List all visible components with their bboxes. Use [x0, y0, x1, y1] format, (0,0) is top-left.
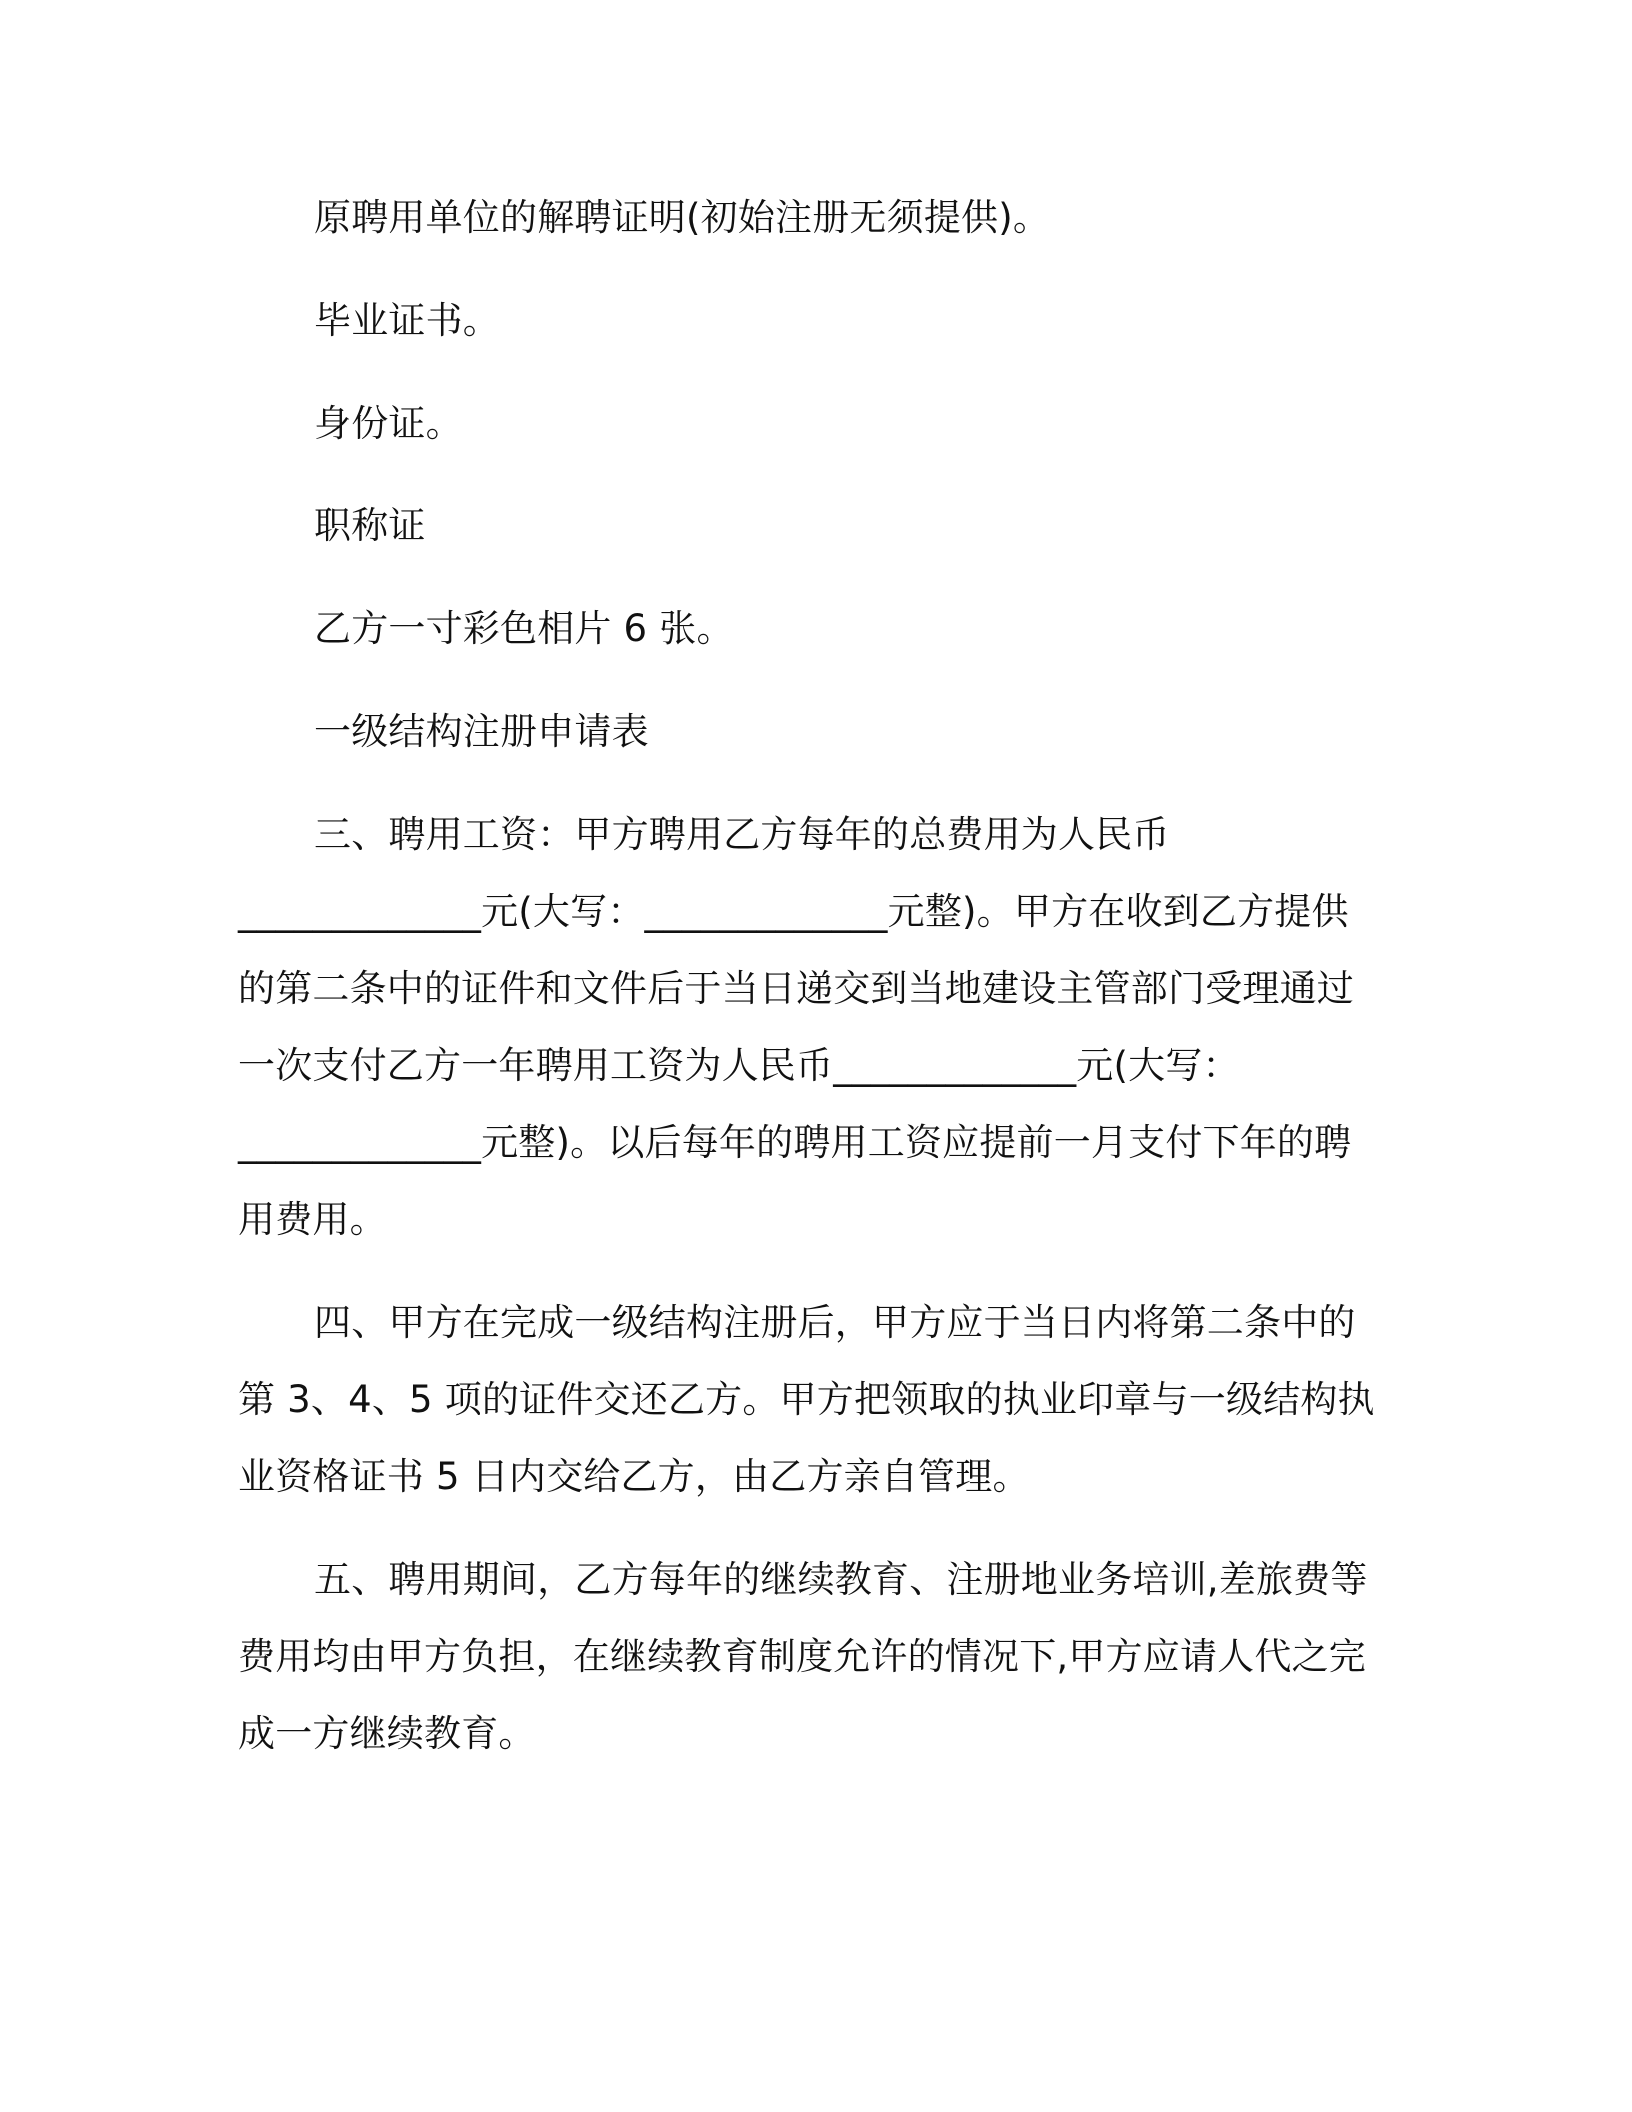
clause-5-line-3: 成一方继续教育。 — [238, 1712, 536, 1755]
clause-3-line-6: 用费用。 — [238, 1198, 387, 1241]
list-item-id-card: 身份证。 — [314, 402, 463, 445]
clause-3-line-4: 一次支付乙方一年聘用工资为人民币_____________元(大写： — [238, 1044, 1240, 1087]
clause-3-line-5: _____________元整)。以后每年的聘用工资应提前一月支付下年的聘 — [238, 1121, 1352, 1164]
list-item-title-certificate: 职称证 — [314, 504, 426, 547]
clause-4-line-3: 业资格证书 5 日内交给乙方，由乙方亲自管理。 — [238, 1455, 1030, 1498]
list-item-graduation-certificate: 毕业证书。 — [314, 299, 500, 342]
list-item-application-form: 一级结构注册申请表 — [314, 710, 649, 753]
list-item-dismissal-certificate: 原聘用单位的解聘证明(初始注册无须提供)。 — [314, 196, 1051, 239]
list-item-photos: 乙方一寸彩色相片 6 张。 — [314, 607, 734, 650]
clause-4-line-1: 四、甲方在完成一级结构注册后，甲方应于当日内将第二条中的 — [314, 1301, 1356, 1344]
clause-3-line-1: 三、聘用工资：甲方聘用乙方每年的总费用为人民币 — [314, 813, 1170, 856]
clause-3-line-2: _____________元(大写：_____________元整)。甲方在收到乙方提供 — [238, 890, 1349, 933]
clause-3-line-3: 的第二条中的证件和文件后于当日递交到当地建设主管部门受理通过 — [238, 967, 1354, 1010]
clause-5-line-1: 五、聘用期间，乙方每年的继续教育、注册地业务培训,差旅费等 — [314, 1558, 1368, 1601]
clause-5-line-2: 费用均由甲方负担，在继续教育制度允许的情况下,甲方应请人代之完 — [238, 1635, 1366, 1678]
clause-4-line-2: 第 3、4、5 项的证件交还乙方。甲方把领取的执业印章与一级结构执 — [238, 1378, 1375, 1421]
